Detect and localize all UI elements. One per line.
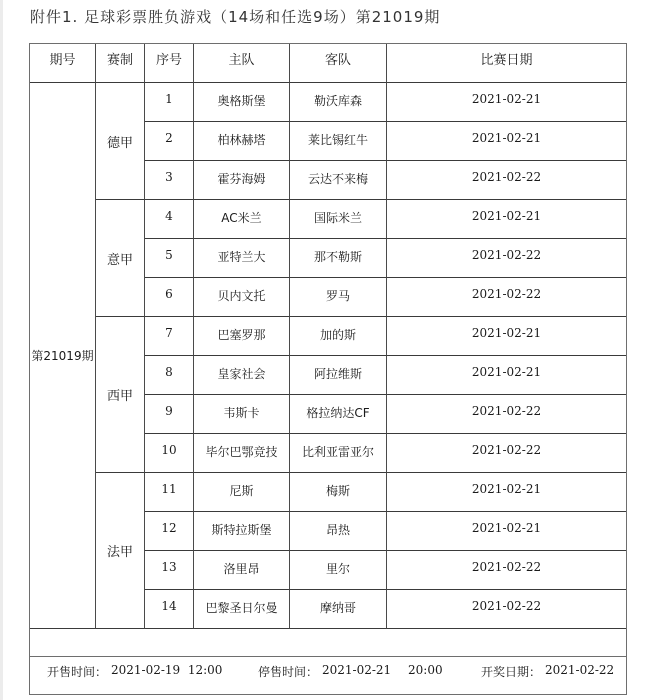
home-team: 毕尔巴鄂竞技 [194,434,290,473]
home-team: 巴黎圣日尔曼 [194,590,290,629]
home-team: 亚特兰大 [194,239,290,278]
page-margin [0,0,3,700]
match-number: 10 [145,434,194,473]
home-team: 奥格斯堡 [194,83,290,122]
match-number: 1 [145,83,194,122]
home-team: 皇家社会 [194,356,290,395]
away-team: 里尔 [290,551,387,590]
home-team: AC米兰 [194,200,290,239]
home-team: 韦斯卡 [194,395,290,434]
header-number: 序号 [145,44,194,83]
home-team: 斯特拉斯堡 [194,512,290,551]
period-cell: 第21019期 [30,83,96,629]
league-ligue-1: 法甲 [96,473,145,629]
home-team: 贝内文托 [194,278,290,317]
match-date: 2021-02-22 [387,278,626,317]
match-number: 8 [145,356,194,395]
match-number: 3 [145,161,194,200]
sale-stop-value: 2021-02-21 [322,663,392,677]
document-title: 附件1. 足球彩票胜负游戏（14场和任选9场）第21019期 [30,8,441,26]
match-date: 2021-02-22 [387,551,626,590]
header-home-team: 主队 [194,44,290,83]
sale-start-value: 2021-02-19 12:00 [111,663,223,677]
away-team: 阿拉维斯 [290,356,387,395]
away-team: 国际米兰 [290,200,387,239]
match-date: 2021-02-21 [387,83,626,122]
match-date: 2021-02-21 [387,473,626,512]
empty-row [30,629,626,657]
header-league: 赛制 [96,44,145,83]
away-team: 加的斯 [290,317,387,356]
match-date: 2021-02-22 [387,590,626,629]
match-number: 13 [145,551,194,590]
home-team: 霍芬海姆 [194,161,290,200]
home-team: 柏林赫塔 [194,122,290,161]
match-number: 9 [145,395,194,434]
header-period: 期号 [30,44,96,83]
match-date: 2021-02-22 [387,239,626,278]
match-number: 6 [145,278,194,317]
match-date: 2021-02-21 [387,317,626,356]
sale-stop-label: 停售时间： [258,665,319,679]
match-number: 4 [145,200,194,239]
sale-start-label: 开售时间： [47,665,108,679]
sale-stop-time: 20:00 [408,663,443,677]
away-team: 比利亚雷亚尔 [290,434,387,473]
match-number: 14 [145,590,194,629]
away-team: 云达不来梅 [290,161,387,200]
match-number: 5 [145,239,194,278]
away-team: 格拉纳达CF [290,395,387,434]
header-match-date: 比赛日期 [387,44,626,83]
draw-date-value: 2021-02-22 [545,663,615,677]
league-serie-a: 意甲 [96,200,145,317]
fixtures-table [29,43,627,695]
away-team: 勒沃库森 [290,83,387,122]
match-number: 12 [145,512,194,551]
away-team: 梅斯 [290,473,387,512]
match-date: 2021-02-21 [387,356,626,395]
match-date: 2021-02-22 [387,161,626,200]
match-number: 11 [145,473,194,512]
league-la-liga: 西甲 [96,317,145,473]
match-number: 2 [145,122,194,161]
match-date: 2021-02-22 [387,395,626,434]
league-bundesliga: 德甲 [96,83,145,200]
match-date: 2021-02-21 [387,512,626,551]
match-date: 2021-02-21 [387,122,626,161]
home-team: 洛里昂 [194,551,290,590]
away-team: 摩纳哥 [290,590,387,629]
away-team: 罗马 [290,278,387,317]
sale-info-footer [30,657,626,694]
match-date: 2021-02-21 [387,200,626,239]
match-number: 7 [145,317,194,356]
home-team: 巴塞罗那 [194,317,290,356]
away-team: 那不勒斯 [290,239,387,278]
match-date: 2021-02-22 [387,434,626,473]
home-team: 尼斯 [194,473,290,512]
header-away-team: 客队 [290,44,387,83]
away-team: 莱比锡红牛 [290,122,387,161]
away-team: 昂热 [290,512,387,551]
draw-date-label: 开奖日期： [481,665,542,679]
